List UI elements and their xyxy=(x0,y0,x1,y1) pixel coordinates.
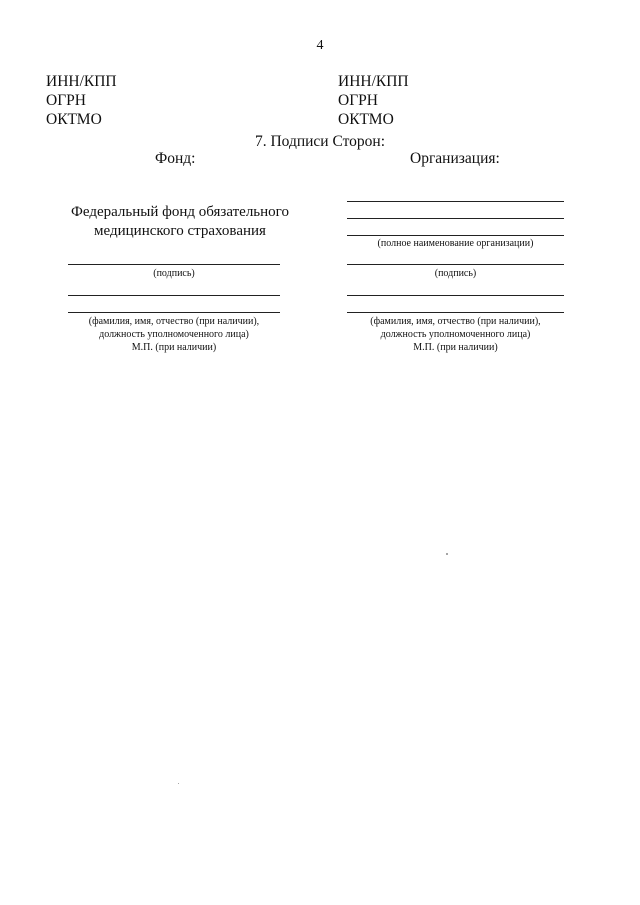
right-name-line-1 xyxy=(347,295,564,296)
right-name-line-2 xyxy=(347,312,564,313)
fund-name-line2: медицинского страхования xyxy=(94,223,266,239)
right-signature-line xyxy=(347,264,564,265)
right-person-caption-line1: (фамилия, имя, отчество (при наличии), xyxy=(370,316,541,327)
right-signature-caption: (подпись) xyxy=(434,268,477,279)
left-name-line-1 xyxy=(68,295,280,296)
page-number: 4 xyxy=(316,38,324,53)
fund-name xyxy=(45,203,315,241)
right-stamp-caption: М.П. (при наличии) xyxy=(413,342,498,353)
left-party-label: Фонд: xyxy=(155,150,196,167)
left-person-caption-line1: (фамилия, имя, отчество (при наличии), xyxy=(88,316,260,327)
left-person-caption xyxy=(58,315,290,354)
right-inn-kpp-label: ИНН/КПП xyxy=(338,73,409,90)
right-ogrn-label: ОГРН xyxy=(338,92,378,109)
right-requisites xyxy=(338,72,409,129)
section-title: 7. Подписи Сторон: xyxy=(254,133,386,150)
left-signature-line xyxy=(68,264,280,265)
fund-name-line1: Федеральный фонд обязательного xyxy=(71,204,289,220)
right-oktmo-label: ОКТМО xyxy=(338,111,394,128)
right-org-line-3 xyxy=(347,235,564,236)
left-person-caption-line2: должность уполномоченного лица) xyxy=(99,329,249,340)
left-ogrn-label: ОГРН xyxy=(46,92,86,109)
left-signature-caption: (подпись) xyxy=(153,268,195,279)
right-org-caption: (полное наименование организации) xyxy=(377,238,534,249)
right-party-label: Организация: xyxy=(410,150,500,167)
right-org-line-2 xyxy=(347,218,564,219)
left-stamp-caption: М.П. (при наличии) xyxy=(131,342,217,353)
left-name-line-2 xyxy=(68,312,280,313)
right-person-caption-line2: должность уполномоченного лица) xyxy=(380,329,531,340)
scan-speck xyxy=(178,783,179,784)
left-oktmo-label: ОКТМО xyxy=(46,111,102,128)
right-org-line-1 xyxy=(347,201,564,202)
right-person-caption xyxy=(337,315,574,354)
scan-speck xyxy=(446,553,448,555)
left-requisites xyxy=(46,72,117,129)
left-inn-kpp-label: ИНН/КПП xyxy=(46,73,117,90)
